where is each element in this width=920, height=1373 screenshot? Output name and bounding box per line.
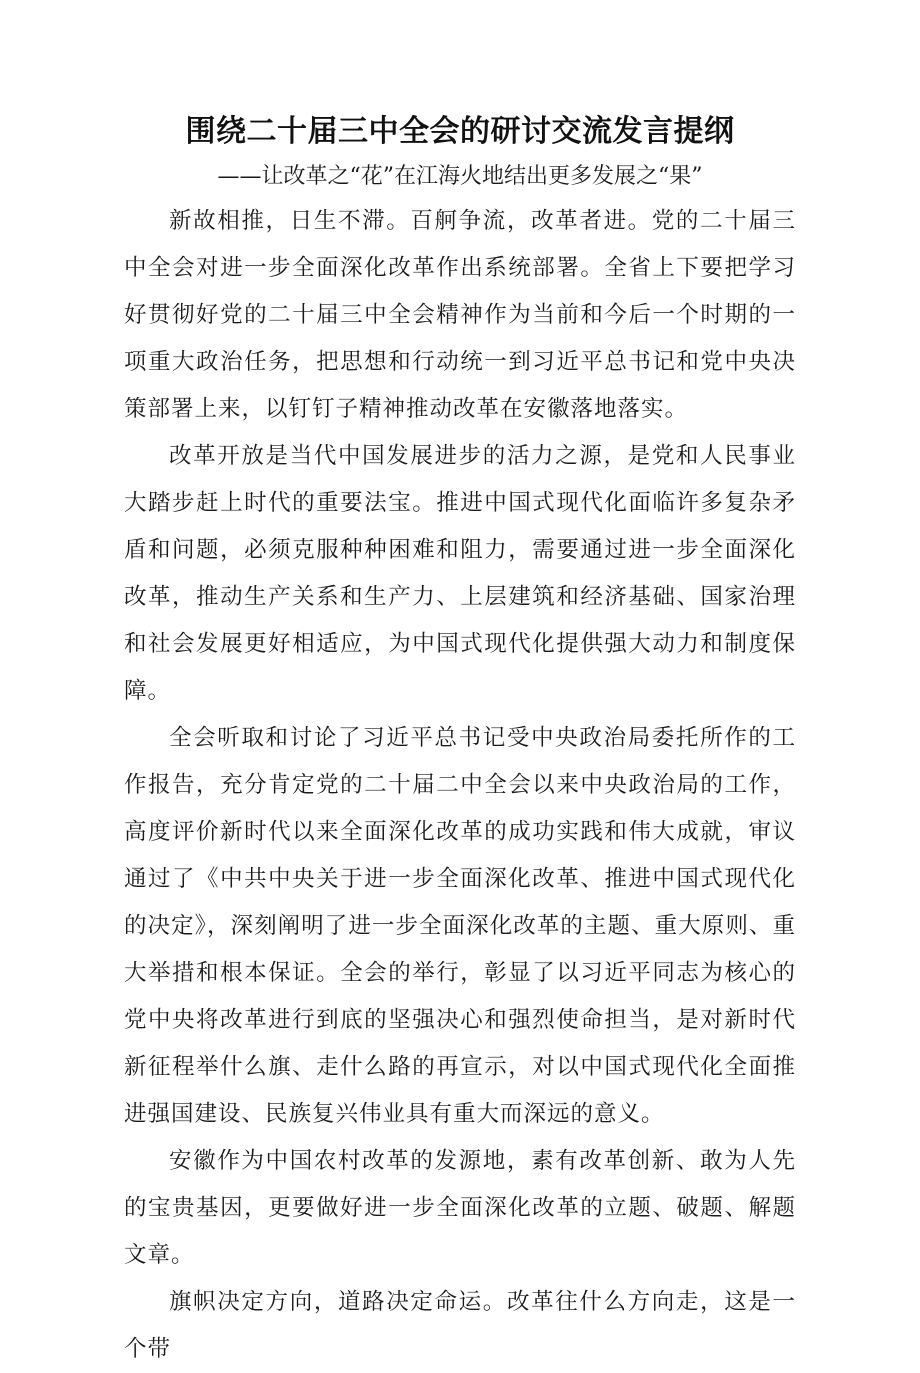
paragraph-1: 新故相推，日生不滞。百舸争流，改革者进。党的二十届三中全会对进一步全面深化改革作出系统部署。全省上下要把学习好贯彻好党的二十届三中全会精神作为当前和今后一个时期的一项重大政治任务，把思想和行动统一到习近平总书记和党中央决策部署上来，以钉钉子精神推动改革在安徽落地落实。: [124, 208, 796, 422]
paragraph-5: 旗帜决定方向，道路决定命运。改革往什么方向走，这是一个带: [124, 1289, 796, 1362]
paragraph-2: 改革开放是当代中国发展进步的活力之源，是党和人民事业大踏步赶上时代的重要法宝。推进中国式现代化面临许多复杂矛盾和问题，必须克服种种困难和阻力，需要通过进一步全面深化改革，推动生产关系和生产力、上层建筑和经济基础、国家治理和社会发展更好相适应，为中国式现代化提供强大动力和制度保障。: [124, 443, 796, 704]
paragraph-3: 全会听取和讨论了习近平总书记受中央政治局委托所作的工作报告，充分肯定党的二十届二中全会以来中央政治局的工作，高度评价新时代以来全面深化改革的成功实践和伟大成就，审议通过了《中共中央关于进一步全面深化改革、推进中国式现代化的决定》，深刻阐明了进一步全面深化改革的主题、重大原则、重大举措和根本保证。全会的举行，彰显了以习近平同志为核心的党中央将改革进行到底的坚强决心和强烈使命担当，是对新时代新征程举什么旗、走什么路的再宣示，对以中国式现代化全面推进强国建设、民族复兴伟业具有重大而深远的意义。: [124, 725, 796, 1127]
document-title: 围绕二十届三中全会的研讨交流发言提纲: [185, 114, 735, 149]
paragraph-4: 安徽作为中国农村改革的发源地，素有改革创新、敢为人先的宝贵基因，更要做好进一步全面深化改革的立题、破题、解题文章。: [124, 1148, 796, 1268]
document-body: [124, 198, 796, 1373]
document-subtitle: ——让改革之“花”在江海火地结出更多发展之“果”: [217, 164, 703, 189]
